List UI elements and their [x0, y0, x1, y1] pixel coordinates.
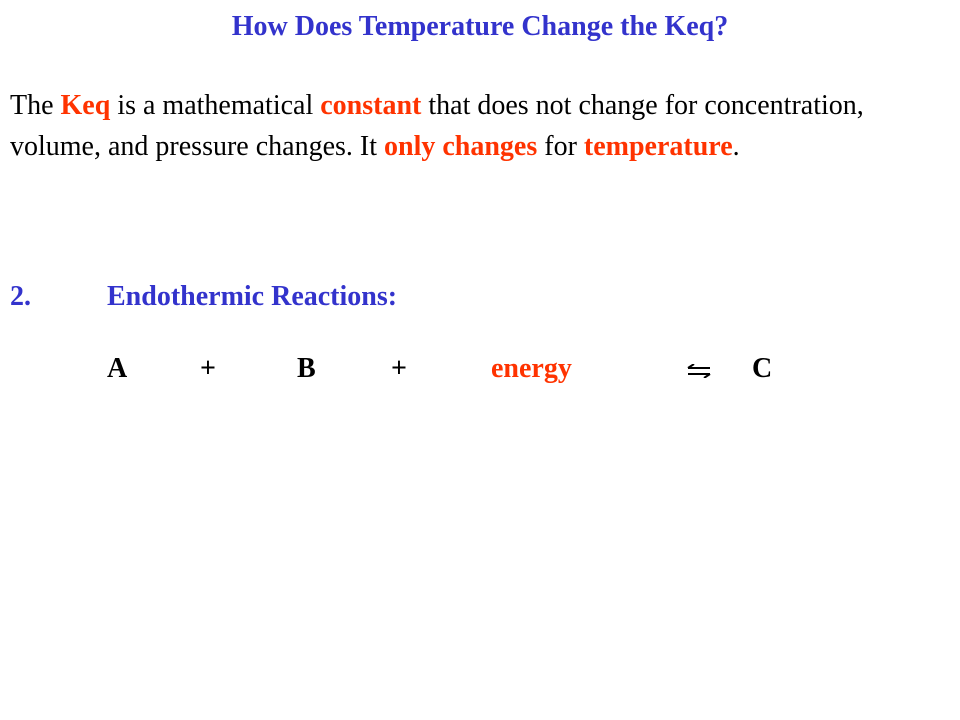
plus-sign-2: + [391, 353, 407, 384]
paragraph-text-3: that does not change for concentration, volume, and pressure changes. It [10, 90, 864, 162]
constant-highlight: constant [320, 90, 422, 121]
reactant-b: B [297, 353, 316, 384]
equilibrium-arrows-icon [686, 364, 712, 378]
paragraph-text-2: is a mathematical [110, 90, 321, 121]
temperature-highlight: temperature [583, 131, 733, 162]
plus-sign-1: + [200, 353, 216, 384]
paragraph-text-5: . [732, 131, 740, 162]
slide-title: How Does Temperature Change the Keq? [231, 11, 729, 42]
product-c: C [752, 353, 773, 384]
section-number: 2. [10, 281, 31, 312]
energy-term: energy [491, 353, 572, 384]
only-changes-highlight: only changes [384, 131, 538, 162]
section-title: Endothermic Reactions: [107, 281, 398, 312]
paragraph-text-1: The [10, 90, 61, 121]
paragraph-text-4: for [537, 131, 584, 162]
keq-highlight: Keq [60, 90, 111, 121]
reactant-a: A [107, 353, 128, 384]
keq-description [10, 85, 910, 167]
